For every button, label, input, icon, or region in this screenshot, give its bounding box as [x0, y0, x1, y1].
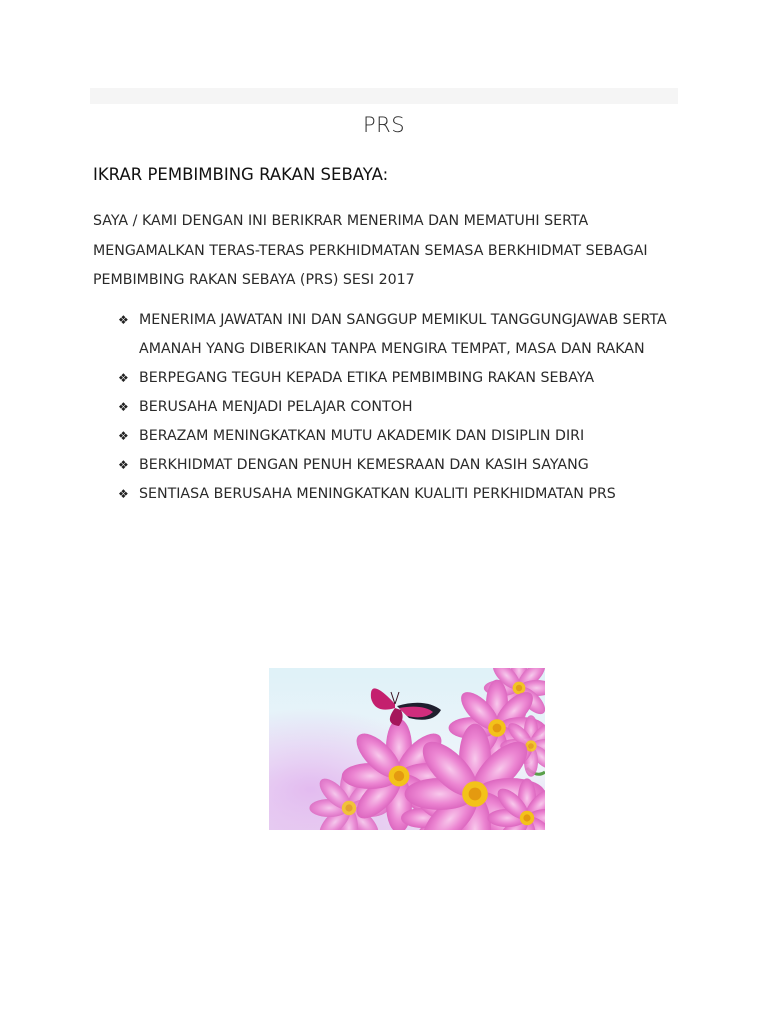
diamond-bullet-icon: ❖	[118, 429, 129, 443]
diamond-bullet-icon: ❖	[118, 458, 129, 472]
pledge-text: SENTIASA BERUSAHA MENINGKATKAN KUALITI PERKHIDMATAN PRS	[139, 486, 616, 502]
pledge-text: BERKHIDMAT DENGAN PENUH KEMESRAAN DAN KASIH SAYANG	[139, 457, 589, 473]
pledge-list	[118, 306, 678, 509]
pledge-text: BERPEGANG TEGUH KEPADA ETIKA PEMBIMBING RAKAN SEBAYA	[139, 370, 595, 386]
list-item	[118, 422, 678, 451]
diamond-bullet-icon: ❖	[118, 400, 129, 414]
flower-illustration	[269, 668, 545, 830]
diamond-bullet-icon: ❖	[118, 313, 129, 327]
list-item	[118, 480, 678, 509]
list-item	[118, 451, 678, 480]
list-item	[118, 306, 678, 364]
pledge-text: MENERIMA JAWATAN INI DAN SANGGUP MEMIKUL TANGGUNGJAWAB SERTA AMANAH YANG DIBERIKAN TANPA MENGIRA TEMPAT, MASA DAN RAKAN	[139, 312, 667, 357]
list-item	[118, 364, 678, 393]
list-item	[118, 393, 678, 422]
pledge-text: BERUSAHA MENJADI PELAJAR CONTOH	[139, 399, 413, 415]
intro-paragraph: SAYA / KAMI DENGAN INI BERIKRAR MENERIMA DAN MEMATUHI SERTA MENGAMALKAN TERAS-TERAS PERKHIDMATAN SEMASA BERKHIDMAT SEBAGAI PEMBIMBING RAKAN SEBAYA (PRS) SESI 2017	[93, 213, 648, 288]
flower-butterfly-image	[269, 668, 545, 830]
header-band	[90, 88, 678, 104]
section-heading: IKRAR PEMBIMBING RAKAN SEBAYA:	[93, 165, 389, 184]
pledge-text: BERAZAM MENINGKATKAN MUTU AKADEMIK DAN DISIPLIN DIRI	[139, 428, 585, 444]
diamond-bullet-icon: ❖	[118, 487, 129, 501]
diamond-bullet-icon: ❖	[118, 371, 129, 385]
page-title: PRS	[362, 113, 406, 137]
